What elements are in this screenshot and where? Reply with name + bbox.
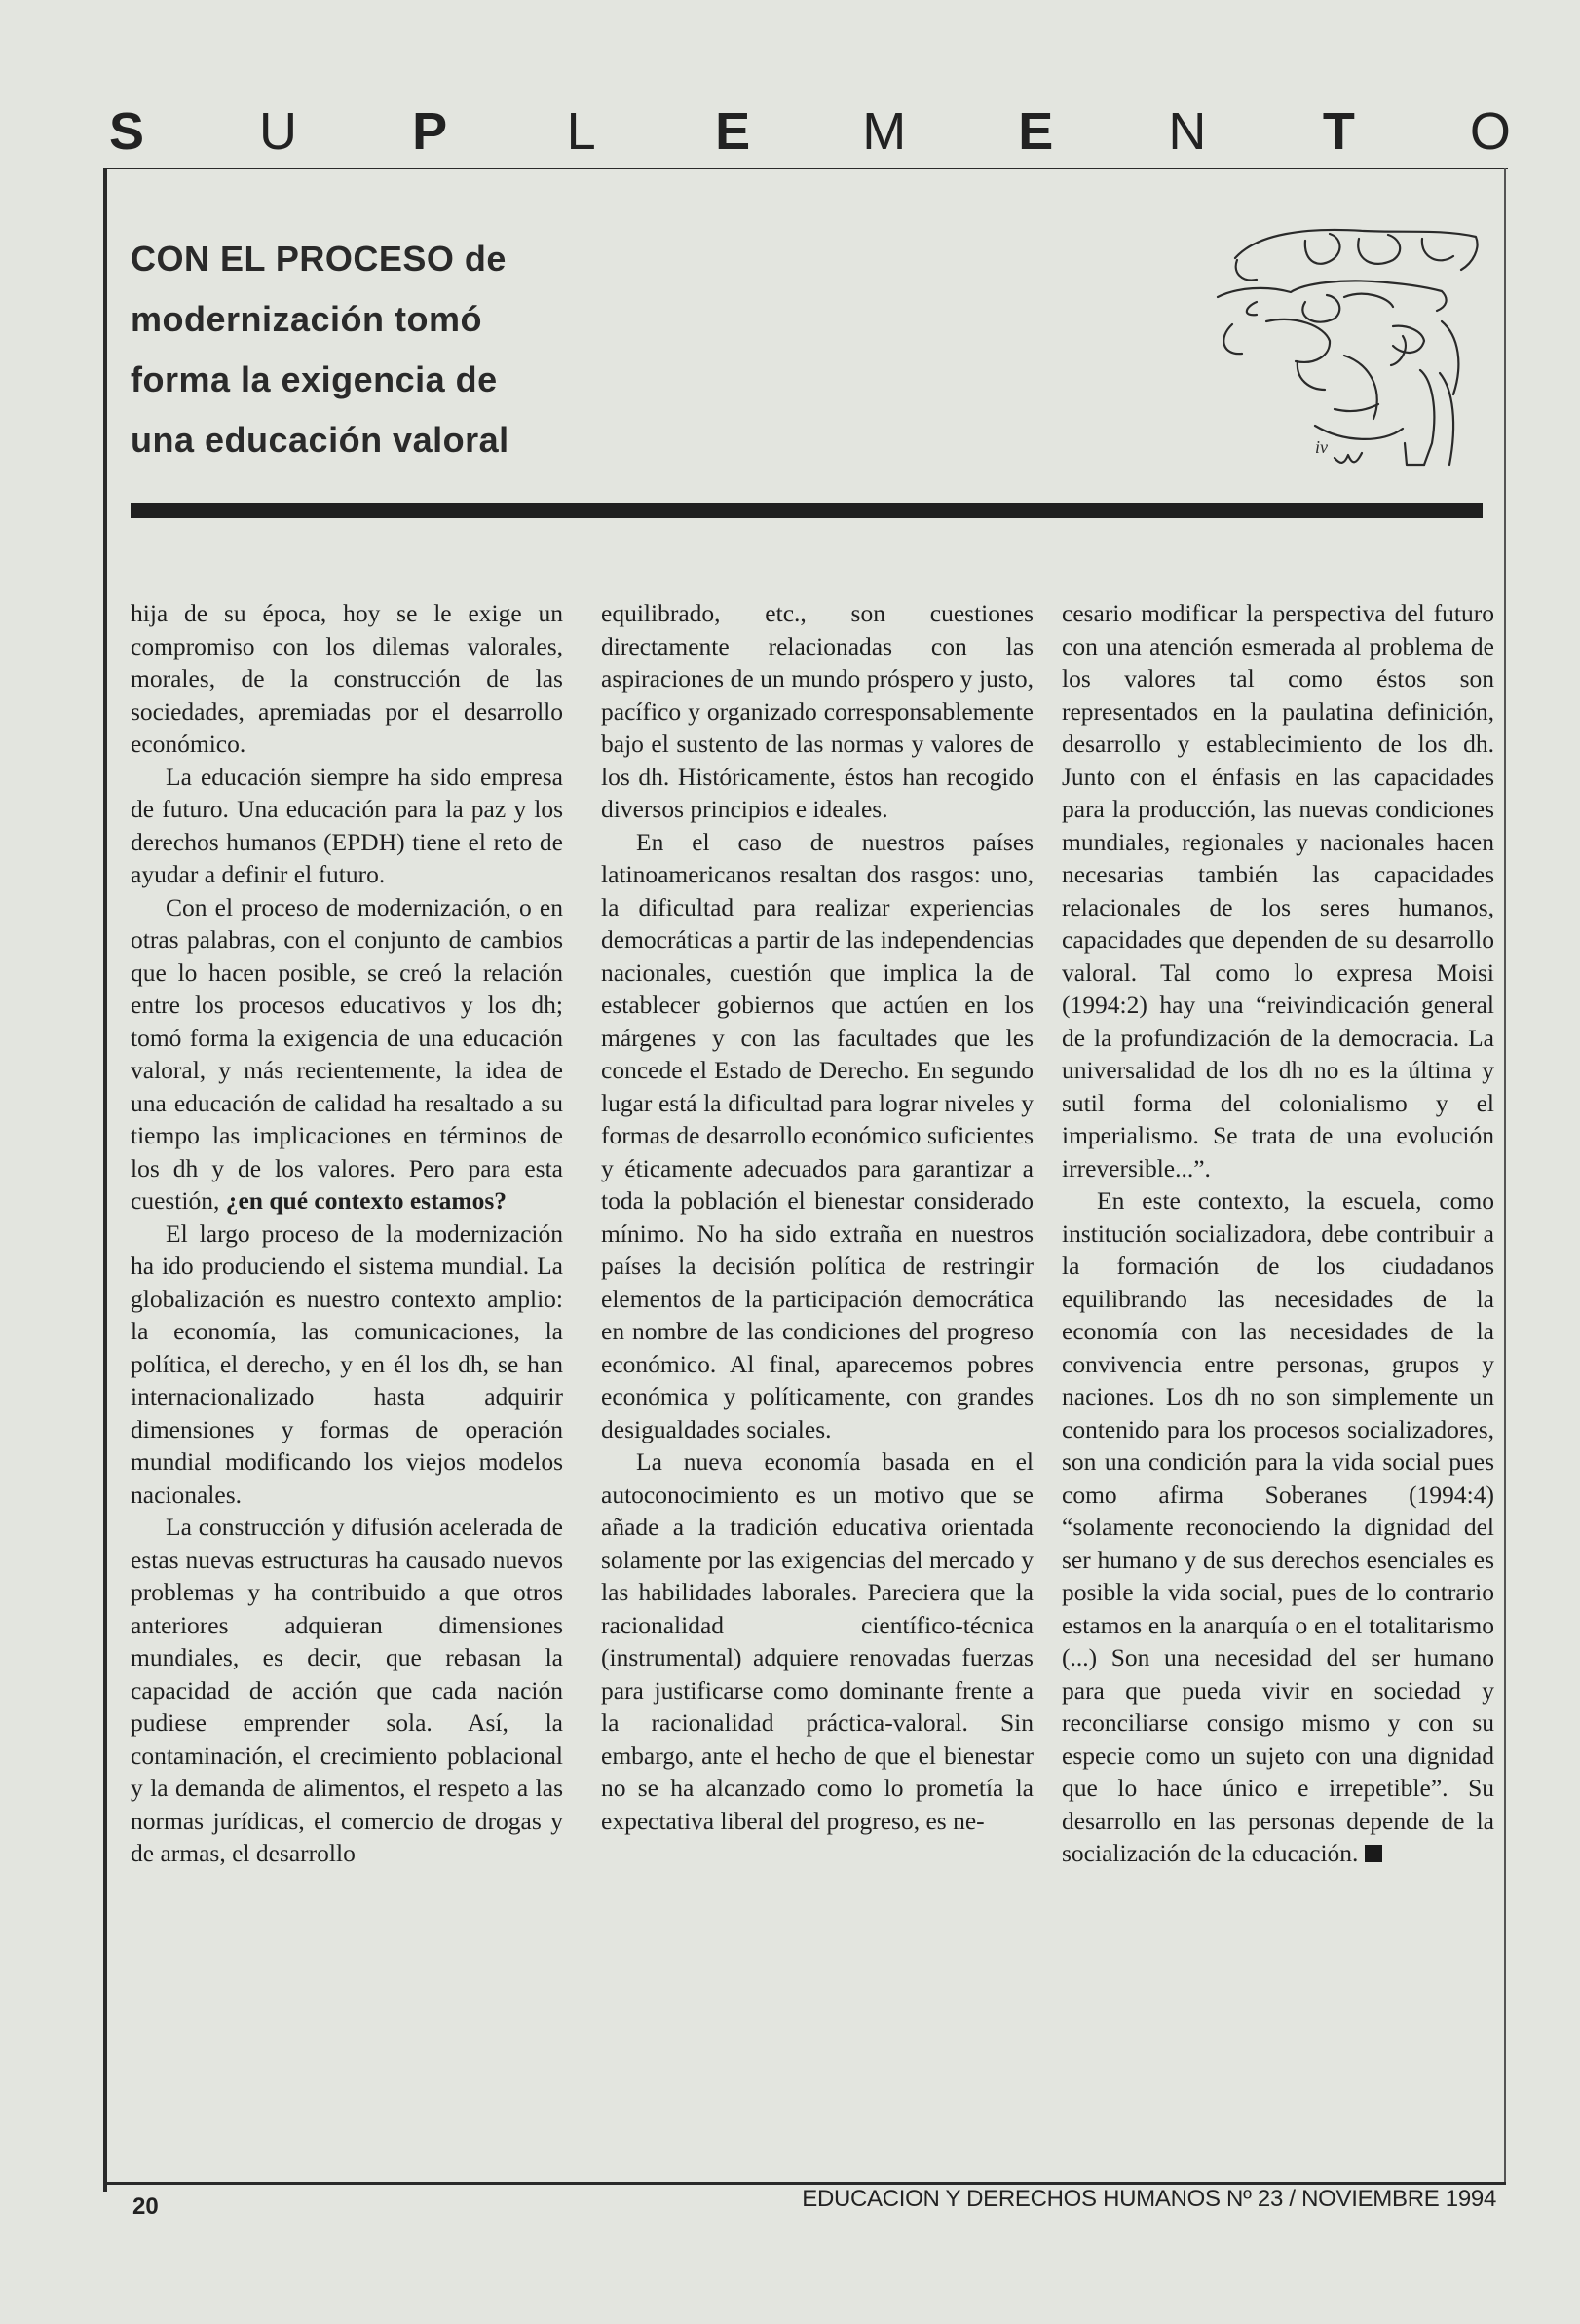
headline-line-3: forma la exigencia de: [131, 359, 498, 399]
masthead-letter: T: [1322, 102, 1355, 161]
sketch-signature: iv: [1315, 437, 1328, 457]
headline-rule: [131, 503, 1483, 518]
page-number: 20: [132, 2193, 159, 2220]
masthead: [97, 97, 1520, 166]
masthead-letter: P: [412, 102, 448, 161]
masthead-letter: U: [259, 102, 298, 161]
frame-bottom-border: [103, 2182, 1506, 2185]
paragraph: [131, 891, 563, 1218]
paragraph: El largo proceso de la modernización ha ido produciendo el sistema mundial. La globalización es nuestro contexto amplio: la economía, las comunicaciones, la política, el derecho, y en él los dh, se han internacionalizado hasta adquirir dimensiones y formas de operación mundial modificando los viejos modelos nacionales.: [131, 1218, 563, 1509]
masthead-letter: O: [1469, 102, 1511, 161]
end-mark-icon: [1365, 1845, 1382, 1862]
headline-line-1: [131, 229, 676, 289]
masthead-letter: N: [1168, 102, 1207, 161]
frame-right-border: [1504, 168, 1506, 2182]
paragraph: La educación siempre ha sido empresa de futuro. Una educación para la paz y los derechos humanos (EPDH) tiene el reto de ayudar a definir el futuro.: [131, 762, 563, 888]
paragraph: [1062, 1184, 1494, 1870]
paragraph: equilibrado, etc., son cuestiones directamente relacionadas con las aspiraciones de un mundo próspero y justo, pacífico y organizado corresponsablemente bajo el sustento de las normas y valores de los dh. Históricamente, éstos han recogido diversos principios e ideales.: [601, 599, 1034, 823]
masthead-letter: E: [715, 102, 751, 161]
headline: [131, 229, 676, 470]
masthead-letter: S: [108, 102, 145, 161]
paragraph-text: Con el proceso de modernización, o en otras palabras, con el conjunto de cambios que lo hacen posible, se creó la relación entre los procesos educativos y los dh; tomó forma la exigencia de una educación valoral, y más recientemente, la idea de una educación de calidad ha resaltado a su tiempo las implicaciones en términos de los dh y de los valores. Pero para esta cuestión,: [131, 892, 563, 1215]
paragraph-text: En este contexto, la escuela, como institución socializadora, debe contribuir a la formación de los ciudadanos equilibrando las necesidades de la economía con las necesidades de la convivencia entre personas, grupos y naciones. Los dh no son simplemente un contenido para los procesos socializadores, son una condición para la vida social pues como afirma Soberanes (1994:4) “solamente reconociendo la dignidad del ser humano y de sus derechos esenciales es posible la vida social, pues de lo contrario estamos en la anarquía o en el totalitarismo (...) Son una necesidad del ser humano para que pueda vivir en sociedad y reconciliarse consigo mismo y con su especie como un sujeto con una dignidad que lo hace único e irrepetible”. Su desarrollo en las personas depende de la socialización de la educación.: [1062, 1186, 1494, 1867]
headline-caps: CON EL PROCESO: [131, 239, 455, 279]
paragraph-emphasis: ¿en qué contexto estamos?: [225, 1186, 507, 1215]
headline-line-4: una educación valoral: [131, 420, 509, 460]
paragraph: La construcción y difusión acelerada de estas nuevas estructuras ha causado nuevos problemas y ha contribuido a que otros anteriores adquieran dimensiones mundiales, es decir, que rebasan la capacidad de acción que cada nación pudiese emprender sola. Así, la contaminación, el crecimiento poblacional y la demanda de alimentos, el respeto a las normas jurídicas, el comercio de drogas y de armas, el desarrollo: [131, 1513, 563, 1867]
article-column-1: [131, 597, 563, 1870]
headline-line-2: modernización tomó: [131, 299, 483, 339]
masthead-letter: E: [1018, 102, 1054, 161]
frame-top-border: [103, 168, 1508, 169]
article-column-2: [601, 597, 1034, 1837]
paragraph: En el caso de nuestros países latinoamericanos resaltan dos rasgos: uno, la dificultad para realizar experiencias democráticas a partir de las independencias nacionales, cuestión que implica la de establecer gobiernos que actúen en los márgenes y con las facultades que les concede el Estado de Derecho. En segundo lugar está la dificultad para lograr niveles y formas de desarrollo económico suficientes y éticamente adecuados para garantizar a toda la población el bienestar considerado mínimo. No ha sido extraña en nuestros países la decisión política de restringir elementos de la participación democrática en nombre de las condiciones del progreso económico. Al final, aparecemos pobres económica y políticamente, con grandes desigualdades sociales.: [601, 827, 1034, 1443]
headline-caps-tail: de: [454, 239, 507, 279]
face-sketch-icon: [1198, 209, 1500, 492]
frame-left-border: [103, 168, 107, 2192]
masthead-letter: M: [862, 102, 907, 161]
masthead-letter: L: [566, 102, 596, 161]
publication-footer: EDUCACION Y DERECHOS HUMANOS Nº 23 / NOVIEMBRE 1994: [802, 2186, 1496, 2212]
paragraph: hija de su época, hoy se le exige un compromiso con los dilemas valorales, morales, de la construcción de las sociedades, apremiadas por el desarrollo económico.: [131, 599, 563, 758]
paragraph: La nueva economía basada en el autoconocimiento es un motivo que se añade a la tradición educativa orientada solamente por las exigencias del mercado y las habilidades laborales. Pareciera que la racionalidad científico-técnica (instrumental) adquiere renovadas fuerzas para justificarse como dominante frente a la racionalidad práctica-valoral. Sin embargo, ante el hecho de que el bienestar no se ha alcanzado como lo prometía la expectativa liberal del progreso, es ne-: [601, 1447, 1034, 1835]
article-column-3: [1062, 597, 1494, 1870]
paragraph: cesario modificar la perspectiva del futuro con una atención esmerada al problema de los valores tal como éstos son representados en la paulatina definición, desarrollo y establecimiento de los dh. Junto con el énfasis en las capacidades para la producción, las nuevas condiciones mundiales, regionales y nacionales hacen necesarias también las capacidades relacionales de los seres humanos, capacidades que dependen de su desarrollo valoral. Tal como lo expresa Moisi (1994:2) hay una “reivindicación general de la profundización de la democracia. La universalidad de los dh no es la última y sutil forma del colonialismo y el imperialismo. Se trata de una evolución irreversible...”.: [1062, 599, 1494, 1182]
